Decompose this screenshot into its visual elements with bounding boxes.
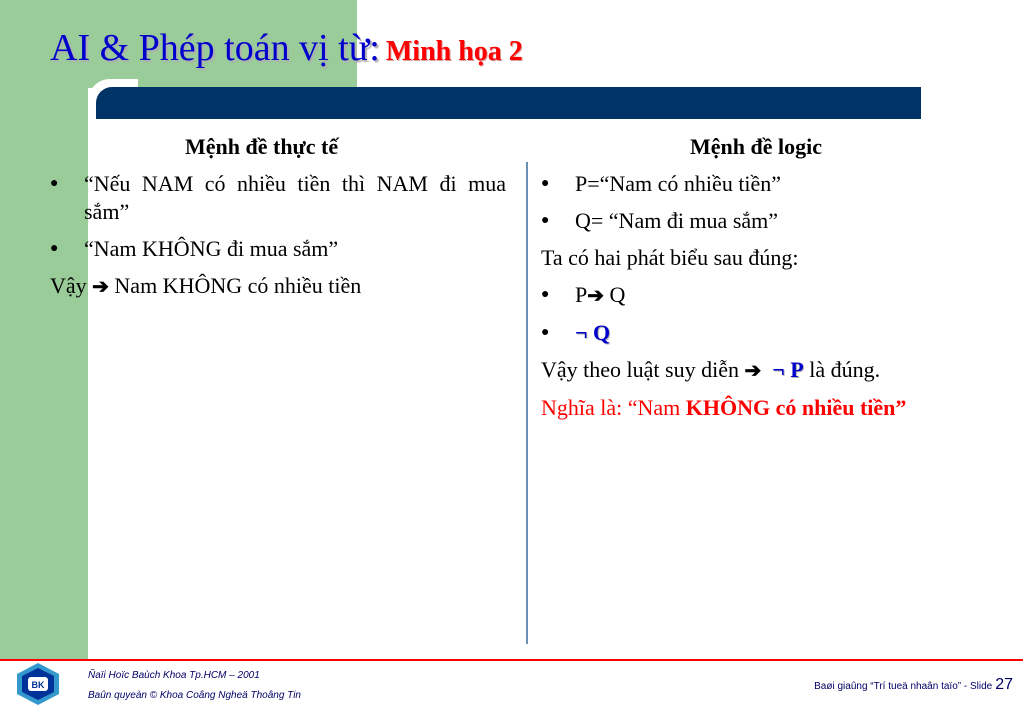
footer-credits	[88, 666, 301, 706]
title-main: AI & Phép toán vị từ:	[50, 27, 380, 69]
left-conclusion	[50, 272, 506, 301]
right-arrow-icon: ➔	[92, 276, 109, 298]
footer-line-1: Ñaïi Hoïc Baùch Khoa Tp.HCM – 2001	[88, 670, 260, 681]
list-item	[541, 207, 1011, 235]
list-item	[50, 170, 506, 226]
list-item	[50, 235, 506, 263]
right-arrow-icon: ➔	[587, 285, 605, 307]
list-item	[541, 319, 1011, 347]
conclusion-prefix: Vậy	[50, 273, 87, 298]
green-side-band	[0, 0, 88, 660]
negation-q: ¬ Q	[575, 320, 611, 345]
logo-text: BK	[31, 680, 45, 690]
right-column	[541, 170, 1011, 431]
title-sub: Minh họa 2	[385, 36, 523, 67]
list-item-text: “Nếu NAM có nhiều tiền thì NAM đi mua sắm”	[84, 171, 506, 224]
bullet-dot-icon: ●	[50, 241, 59, 256]
bullet-dot-icon: ●	[541, 325, 550, 340]
column-divider	[526, 162, 528, 644]
implication-q: Q	[609, 282, 626, 307]
footer-divider	[0, 659, 1023, 661]
negation-p: ¬ P	[772, 357, 804, 382]
right-arrow-icon: ➔	[744, 360, 762, 382]
header-bar	[96, 87, 921, 119]
proposition-q: Q= “Nam đi mua sắm”	[575, 208, 779, 233]
conclusion-text: Nam KHÔNG có nhiều tiền	[114, 273, 362, 298]
list-item-text: “Nam KHÔNG đi mua sắm”	[84, 236, 339, 261]
left-column	[50, 170, 506, 310]
footer-slide-info	[814, 676, 1013, 694]
meaning-bold: KHÔNG có nhiều tiền”	[685, 395, 907, 420]
proposition-p: P=“Nam có nhiều tiền”	[575, 171, 782, 196]
meaning-prefix: Nghĩa là: “Nam	[541, 395, 681, 420]
slide-number: 27	[995, 676, 1013, 693]
bullet-dot-icon: ●	[541, 287, 550, 302]
rule-suffix: là đúng.	[809, 357, 881, 382]
slide-title	[50, 26, 523, 70]
list-item	[541, 170, 1011, 198]
bk-logo-icon	[14, 662, 62, 706]
implication	[575, 281, 1011, 310]
bullet-dot-icon: ●	[541, 176, 550, 191]
statement-text: Ta có hai phát biểu sau đúng:	[541, 245, 799, 270]
bullet-dot-icon: ●	[541, 213, 550, 228]
left-column-heading: Mệnh đề thực tế	[185, 134, 339, 159]
inference-rule	[541, 356, 1011, 385]
list-item	[541, 281, 1011, 310]
footer-line-2: Baûn quyeàn © Khoa Coâng Ngheä Thoâng Tin	[88, 690, 301, 701]
meaning-line	[541, 394, 1011, 422]
implication-p: P	[575, 282, 588, 307]
slide-label: Baøi giaûng “Trí tueä nhaân taïo” - Slide	[814, 681, 993, 692]
bullet-dot-icon: ●	[50, 176, 59, 191]
rule-prefix: Vậy theo luật suy diễn	[541, 357, 739, 382]
right-column-heading: Mệnh đề logic	[690, 134, 822, 159]
